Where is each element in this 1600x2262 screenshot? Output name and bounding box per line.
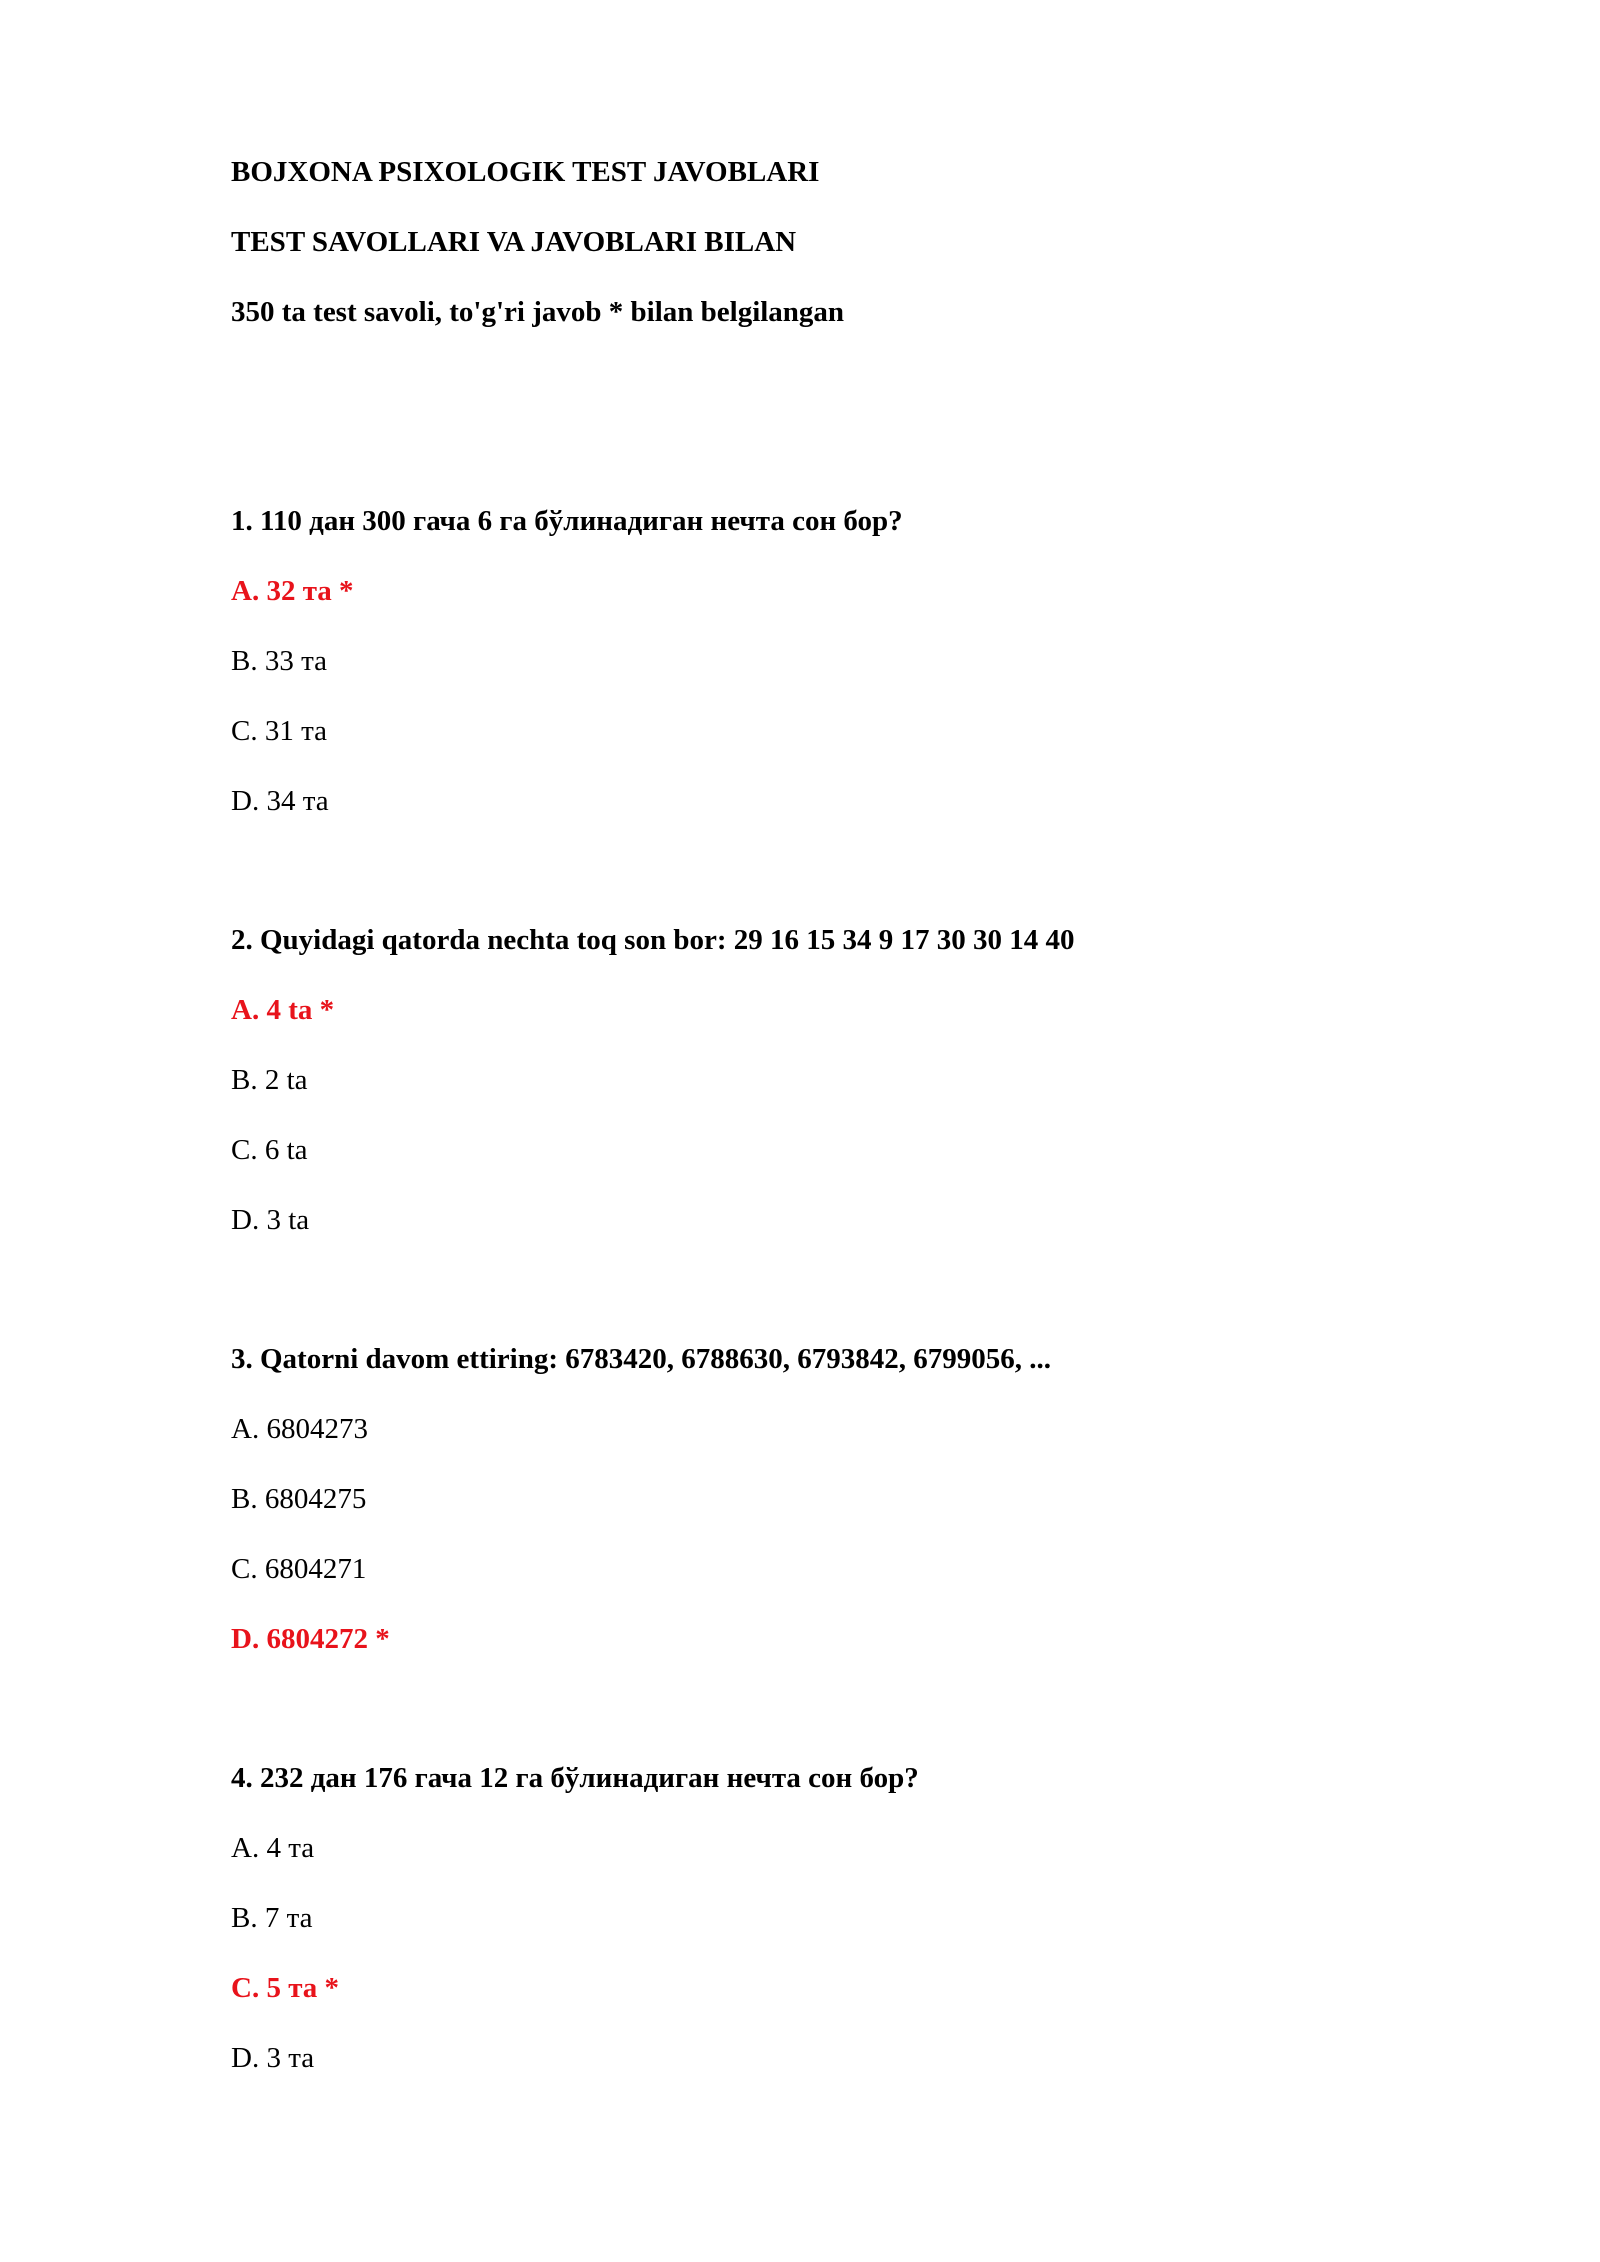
- answer-option-correct: D. 6804272 *: [231, 1623, 390, 1655]
- answer-option-correct: A. 4 ta *: [231, 994, 335, 1026]
- answer-option: A. 4 та: [231, 1832, 315, 1864]
- document-title: BOJXONA PSIXOLOGIK TEST JAVOBLARI: [231, 156, 820, 188]
- answer-option: C. 6 ta: [231, 1134, 308, 1166]
- answer-option: B. 6804275: [231, 1483, 367, 1515]
- answer-option: C. 6804271: [231, 1553, 367, 1585]
- document-note: 350 ta test savoli, to'g'ri javob * bilan belgilangan: [231, 296, 845, 328]
- answer-option: A. 6804273: [231, 1413, 368, 1445]
- answer-option: D. 3 та: [231, 2042, 315, 2074]
- question-text: 1. 110 дан 300 гача 6 га бўлинадиган нечта сон бор?: [231, 505, 903, 537]
- answer-option: B. 2 ta: [231, 1064, 308, 1096]
- answer-option: D. 3 ta: [231, 1204, 310, 1236]
- answer-option: C. 31 та: [231, 715, 327, 747]
- answer-option: B. 7 та: [231, 1902, 313, 1934]
- question-text: 3. Qatorni davom ettiring: 6783420, 6788630, 6793842, 6799056, ...: [231, 1343, 1052, 1375]
- answer-option: B. 33 та: [231, 645, 327, 677]
- answer-option: D. 34 та: [231, 785, 329, 817]
- answer-option-correct: C. 5 та *: [231, 1972, 340, 2004]
- answer-option-correct: A. 32 та *: [231, 575, 354, 607]
- question-text: 2. Quyidagi qatorda nechta toq son bor: 29 16 15 34 9 17 30 30 14 40: [231, 924, 1075, 956]
- document-subtitle: TEST SAVOLLARI VA JAVOBLARI BILAN: [231, 226, 797, 258]
- question-text: 4. 232 дан 176 гача 12 га бўлинадиган нечта сон бор?: [231, 1762, 919, 1794]
